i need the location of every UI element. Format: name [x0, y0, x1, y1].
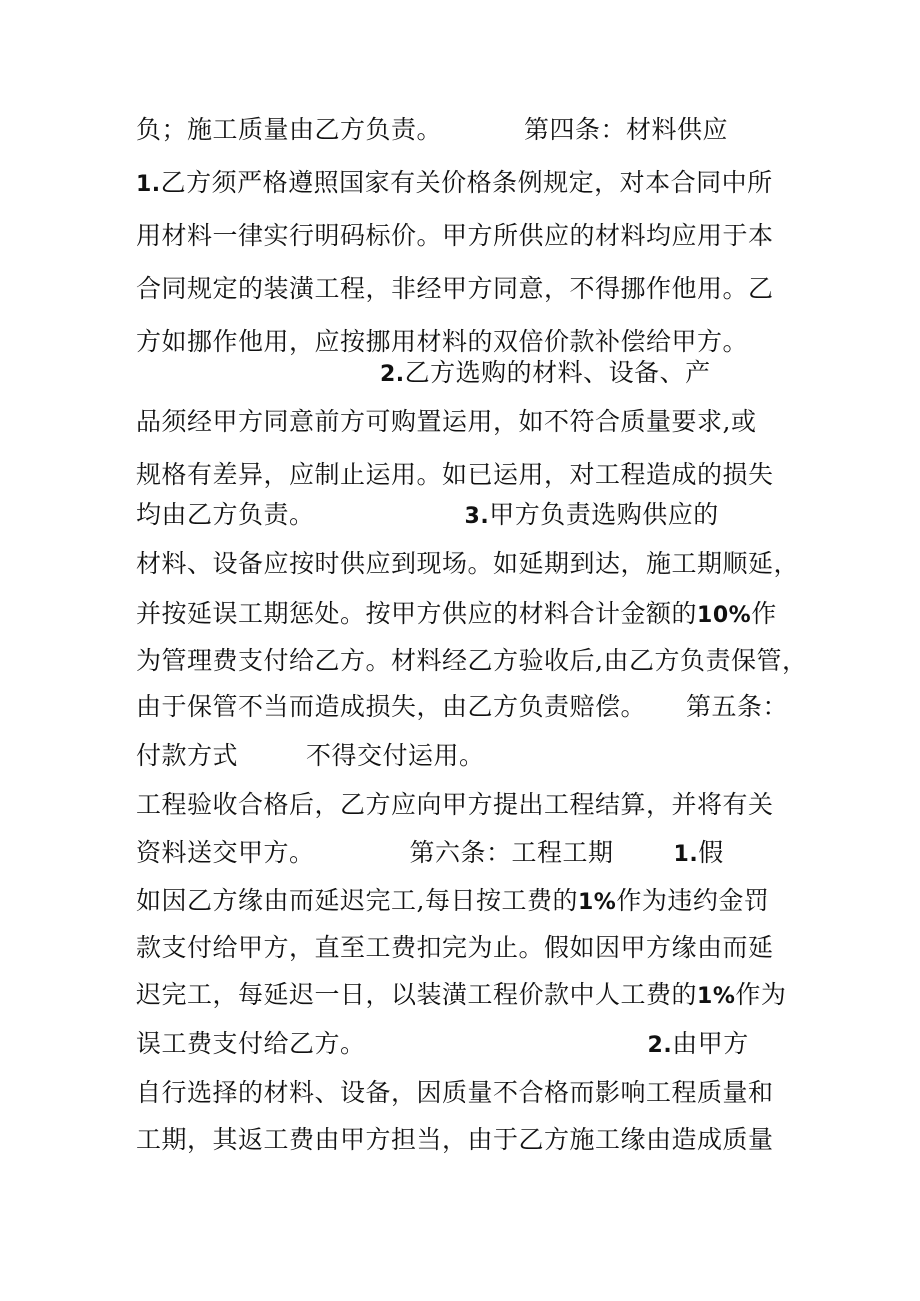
- text-line: [136, 1123, 774, 1157]
- text-segment: 甲方负责选购供应的: [489, 500, 719, 529]
- text-segment: 方如挪作他用，应按挪用材料的双倍价款补偿给甲方。: [136, 327, 749, 356]
- text-segment: 并按延误工期惩处。按甲方供应的材料合计金额的: [136, 599, 698, 628]
- item-number: 1.: [136, 172, 161, 197]
- text-segment: 作为: [735, 980, 787, 1009]
- text-segment: 用材料一律实行明码标价。甲方所供应的材料均应用于本: [136, 221, 774, 250]
- item-number: 2.: [380, 362, 405, 387]
- text-line: [380, 356, 711, 392]
- article-heading: 第五条：: [686, 692, 789, 721]
- text-segment: 付款方式: [136, 741, 239, 770]
- text-segment: 迟完工，每延迟一日，以装潢工程价款中人工费的: [136, 980, 698, 1009]
- text-segment: 如因乙方缘由而延迟完工,每日按工费的: [136, 886, 578, 915]
- article-heading: 第四条：材料供应: [524, 115, 729, 144]
- text-line: [136, 498, 719, 534]
- text-segment: 合同规定的装潢工程，非经甲方同意，不得挪作他用。乙: [136, 274, 774, 303]
- text-segment: 材料、设备应按时供应到现场。如延期到达，施工期顺延，: [136, 549, 800, 578]
- text-segment: 作: [751, 599, 777, 628]
- text-line: [136, 884, 769, 920]
- text-segment: 误工费支付给乙方。: [136, 1029, 366, 1058]
- text-line: [136, 1027, 749, 1063]
- text-segment: 不得交付运用。: [306, 741, 485, 770]
- text-line: [136, 166, 773, 202]
- item-number: 1.: [673, 842, 699, 867]
- text-line: [136, 931, 774, 965]
- text-segment: 作为违约金罚: [616, 886, 770, 915]
- text-segment: 资料送交甲方。: [136, 838, 315, 867]
- text-segment: 自行选择的材料、设备，因质量不合格而影响工程质量和: [136, 1078, 774, 1107]
- text-segment: 假: [698, 838, 724, 867]
- text-segment: 由甲方: [672, 1029, 749, 1058]
- percent-value: 1%: [577, 890, 617, 915]
- text-line: [136, 547, 799, 581]
- text-line: [136, 978, 786, 1014]
- text-line: [136, 739, 485, 773]
- text-segment: 为管理费支付给乙方。材料经乙方验收后,由乙方负责保管，: [136, 646, 808, 675]
- text-line: [136, 788, 774, 822]
- text-line: [136, 644, 807, 678]
- text-line: [136, 1076, 774, 1110]
- percent-value: 1%: [697, 984, 736, 1009]
- text-line: [136, 405, 756, 439]
- text-line: [136, 690, 788, 724]
- text-segment: 乙方须严格遵照国家有关价格条例规定，对本合同中所: [160, 168, 773, 197]
- text-segment: 由于保管不当而造成损失，由乙方负责赔偿。: [136, 692, 647, 721]
- text-segment: 乙方选购的材料、设备、产: [404, 358, 711, 387]
- text-segment: 品须经甲方同意前方可购置运用，如不符合质量要求,或: [136, 407, 757, 436]
- item-number: 3.: [464, 504, 490, 529]
- text-line: [136, 597, 777, 633]
- text-line: [136, 113, 728, 147]
- text-line: [136, 272, 774, 306]
- text-line: [136, 219, 774, 253]
- text-segment: 规格有差异，应制止运用。如已运用，对工程造成的损失: [136, 460, 774, 489]
- percent-value: 10%: [697, 603, 752, 628]
- item-number: 2.: [647, 1033, 673, 1058]
- text-line: [136, 325, 748, 359]
- text-segment: 均由乙方负责。: [136, 500, 315, 529]
- text-line: [136, 458, 774, 492]
- text-segment: 款支付给甲方，直至工费扣完为止。假如因甲方缘由而延: [136, 933, 774, 962]
- text-line: [136, 836, 724, 872]
- article-heading: 第六条：工程工期: [409, 838, 614, 867]
- text-segment: 负；施工质量由乙方负责。: [136, 115, 443, 144]
- text-segment: 工程验收合格后，乙方应向甲方提出工程结算，并将有关: [136, 790, 774, 819]
- text-segment: 工期，其返工费由甲方担当，由于乙方施工缘由造成质量: [136, 1125, 774, 1154]
